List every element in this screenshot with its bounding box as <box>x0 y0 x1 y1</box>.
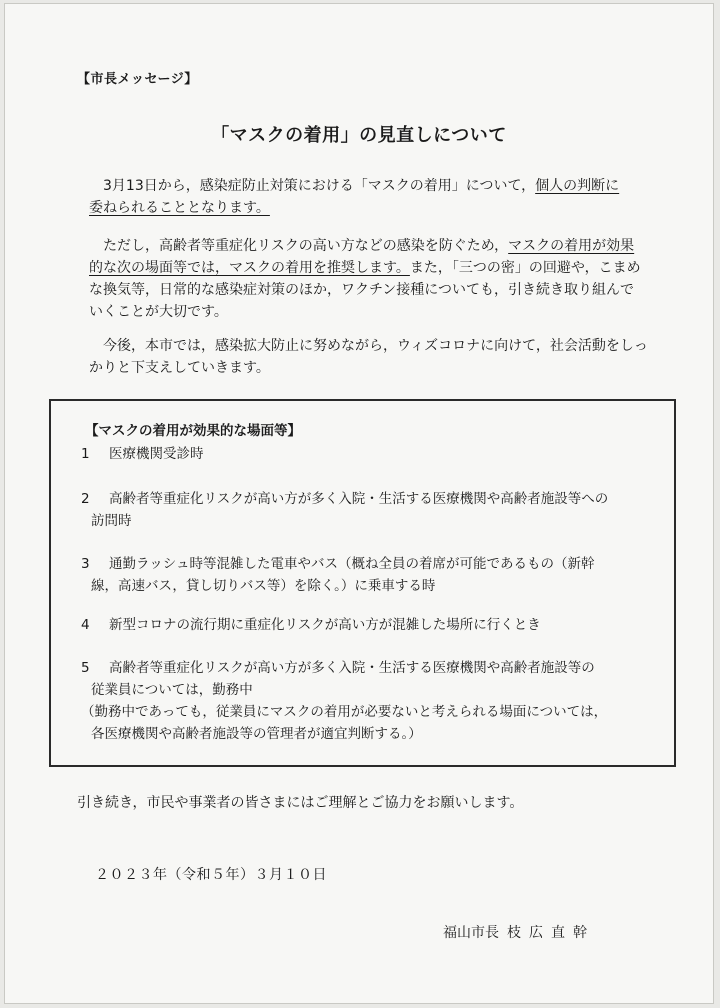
paragraph-2-line-2 <box>89 257 659 279</box>
closing-statement: 引き続き，市民や事業者の皆さまにはご理解とご協力をお願いします。 <box>77 795 524 811</box>
item-text: 高齢者等重症化リスクが高い方が多く入院・生活する医療機関や高齢者施設等の <box>109 660 595 676</box>
item-text: 線，高速バス，貸し切りバス等）を除く。）に乗車する時 <box>91 578 436 594</box>
underlined-text: 的な次の場面等では， <box>89 260 229 276</box>
paragraph-2-line-1 <box>89 235 659 257</box>
header-tag: 【市長メッセージ】 <box>77 72 198 87</box>
item-text: 従業員については，勤務中 <box>91 682 253 698</box>
item-text: 高齢者等重症化リスクが高い方が多く入院・生活する医療機関や高齢者施設等への <box>109 491 609 507</box>
item-text: 医療機関受診時 <box>109 446 204 462</box>
paragraph-1-line-2: 委ねられることとなります。 <box>89 200 270 216</box>
list-item <box>81 488 661 532</box>
paragraph-1-line-1 <box>89 175 659 197</box>
paragraph-2-text: ただし，高齢者等重症化リスクの高い方などの感染を防ぐため， <box>103 238 509 254</box>
paragraph-2-line-4: いくことが大切です。 <box>89 304 228 320</box>
effective-situations-box <box>49 399 676 767</box>
item-number: 2 <box>81 491 90 507</box>
signature <box>443 922 595 942</box>
paragraph-2 <box>89 235 659 323</box>
item-text: 新型コロナの流行期に重症化リスクが高い方が混雑した場所に行くとき <box>109 617 541 633</box>
signature-role: 福山市長 <box>443 925 499 941</box>
item-number: 5 <box>81 660 90 676</box>
list-item <box>81 443 661 465</box>
item-text: 訪問時 <box>91 513 132 529</box>
paragraph-3-line-1: 今後，本市では，感染拡大防止に努めながら，ウィズコロナに向けて，社会活動をしっ <box>103 338 648 354</box>
document-page <box>4 3 714 1004</box>
paragraph-2-text: また，「三つの密」の回避や，こまめ <box>409 260 641 276</box>
issue-date: ２０２３年（令和５年）３月１０日 <box>95 867 327 883</box>
underlined-text: 個人の判断に <box>535 178 620 194</box>
item-text: 通勤ラッシュ時等混雑した電車やバス（概ね全員の着席が可能であるもの（新幹 <box>109 556 595 572</box>
paragraph-3 <box>89 335 659 379</box>
paragraph-3-line-2: かりと下支えしていきます。 <box>89 360 270 376</box>
item-number: 3 <box>81 556 90 572</box>
item-number: 4 <box>81 617 90 633</box>
list-item <box>81 657 661 745</box>
list-item <box>81 614 661 636</box>
paragraph-1-text: 3月13日から，感染症防止対策における「マスクの着用」について， <box>103 178 536 194</box>
list-item <box>81 553 661 597</box>
underlined-text: マスクの着用を推奨します。 <box>229 260 410 276</box>
item-note: 各医療機関や高齢者施設等の管理者が適宜判断する。） <box>91 726 422 742</box>
paragraph-2-line-3: な換気等，日常的な感染症対策のほか，ワクチン接種についても，引き続き取り組んで <box>89 282 635 298</box>
underlined-text: マスクの着用が効果 <box>508 238 635 254</box>
item-note: （勤務中であっても，従業員にマスクの着用が必要ないと考えられる場面については， <box>81 704 608 720</box>
box-title: 【マスクの着用が効果的な場面等】 <box>85 423 301 439</box>
signature-name: 枝広直幹 <box>507 925 595 941</box>
paragraph-1 <box>89 175 659 219</box>
document-title: 「マスクの着用」の見直しについて <box>211 125 507 146</box>
item-number: 1 <box>81 446 90 462</box>
